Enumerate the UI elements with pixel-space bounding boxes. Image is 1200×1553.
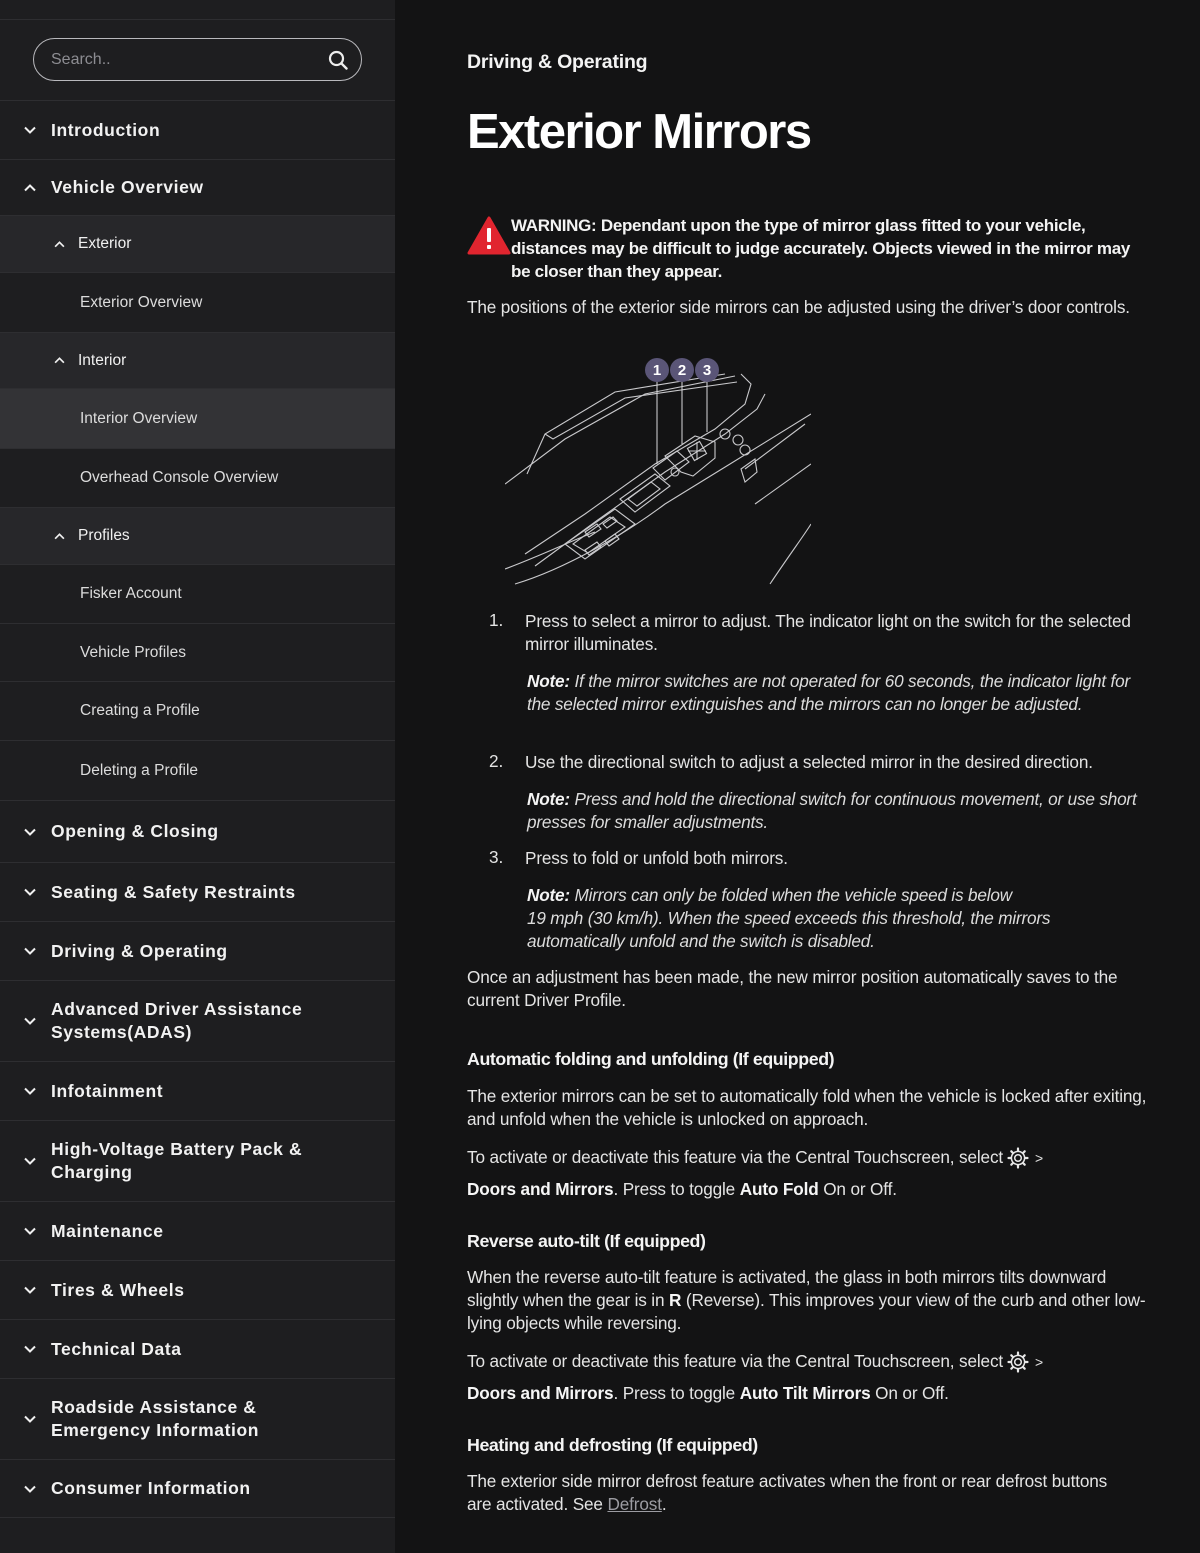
chevron-down-icon (23, 1412, 37, 1426)
search-box[interactable] (33, 38, 362, 81)
chevron-up-icon (52, 529, 66, 543)
nav-label: Introduction (51, 119, 161, 140)
auto-fold-heading: Automatic folding and unfolding (If equipped) (467, 1049, 835, 1069)
step-text: Press to fold or unfold both mirrors. (525, 848, 788, 868)
note-text: Mirrors can only be folded when the vehicle speed is below (569, 885, 1012, 905)
nav-label: Interior Overview (80, 409, 198, 427)
nav-roadside-assistance[interactable] (0, 1378, 395, 1459)
nav-label: Deleting a Profile (80, 761, 199, 779)
chevron-up-icon (23, 181, 37, 195)
body-text: (Reverse). This improves your view of the curb and other low-lying objects while reversing. (467, 1290, 1146, 1333)
nav-creating-profile[interactable] (0, 681, 395, 740)
warning-triangle-icon (467, 214, 511, 283)
nav-label: Profiles (78, 527, 130, 544)
auto-fold-instructions (467, 1144, 1147, 1202)
nav-label-line: High-Voltage Battery Pack & (51, 1139, 303, 1159)
nav-label: Driving & Operating (51, 940, 228, 961)
nav-tires-wheels[interactable] (0, 1260, 395, 1319)
nav-vehicle-profiles[interactable] (0, 623, 395, 681)
chevron-up-icon (52, 237, 66, 251)
nav-exterior[interactable] (0, 215, 395, 272)
nav-profiles[interactable] (0, 507, 395, 564)
instruction-text: . Press to toggle (613, 1383, 740, 1403)
nav-introduction[interactable] (0, 100, 395, 159)
nav-label: Maintenance (51, 1220, 164, 1241)
nav-label (51, 998, 302, 1044)
nav-label: Infotainment (51, 1080, 164, 1101)
step-number: 1. (489, 610, 504, 630)
chevron-down-icon (23, 1482, 37, 1496)
step-text: Press to select a mirror to adjust. The indicator light on the switch for the selected mirror illuminates. (525, 611, 1131, 654)
step-number: 3. (489, 847, 504, 867)
nav-label: Overhead Console Overview (80, 469, 279, 486)
note-label: Note: (527, 885, 570, 905)
door-switch-diagram (505, 354, 811, 600)
callout-1: 1 (645, 358, 669, 382)
page-title: Exterior Mirrors (467, 105, 811, 159)
defrost-link[interactable]: Defrost (607, 1494, 662, 1514)
nav-label: Interior (78, 351, 127, 369)
nav-label: Vehicle Overview (51, 177, 204, 197)
auto-fold-body: The exterior mirrors can be set to automatically fold when the vehicle is locked after exiting, and unfold when the vehicle is unlocked on approach. (467, 1086, 1147, 1129)
reverse-tilt-body (467, 1266, 1147, 1335)
chevron-down-icon (23, 1283, 37, 1297)
nav-interior-overview[interactable] (0, 388, 395, 448)
breadcrumb-separator: > (1035, 1150, 1044, 1166)
chevron-down-icon (23, 1154, 37, 1168)
nav-label: Creating a Profile (80, 702, 200, 719)
sidebar-top-divider (0, 0, 395, 20)
instruction-text: On or Off. (818, 1179, 897, 1199)
nav-label: Consumer Information (51, 1478, 251, 1498)
nav-label-line: Roadside Assistance & (51, 1397, 257, 1417)
nav-label: Opening & Closing (51, 821, 219, 841)
warning-text: WARNING: Dependant upon the type of mirror glass fitted to your vehicle, distances may be difficult to judge accurately. Objects viewed in the mirror may be closer than they appear. (511, 216, 1131, 281)
chevron-down-icon (23, 1014, 37, 1028)
nav-label: Vehicle Profiles (80, 643, 186, 661)
nav-fisker-account[interactable] (0, 564, 395, 623)
chevron-down-icon (23, 944, 37, 958)
step-1-note (527, 670, 1147, 716)
breadcrumb-separator: > (1035, 1354, 1044, 1370)
nav-interior[interactable] (0, 332, 395, 388)
step-number: 2. (489, 751, 504, 771)
saves-text: Once an adjustment has been made, the new mirror position automatically saves to the current Driver Profile. (467, 967, 1118, 1010)
toc-nav (0, 100, 395, 1518)
sidebar (0, 0, 395, 1553)
note-label: Note: (527, 671, 570, 691)
section-title: Driving & Operating (467, 51, 648, 73)
nav-maintenance[interactable] (0, 1201, 395, 1260)
toggle-name: Auto Fold (739, 1179, 819, 1199)
menu-path: Doors and Mirrors (467, 1383, 614, 1403)
nav-opening-closing[interactable] (0, 800, 395, 862)
gear-letter: R (669, 1290, 682, 1310)
chevron-down-icon (23, 1084, 37, 1098)
menu-path: Doors and Mirrors (467, 1179, 614, 1199)
nav-adas[interactable] (0, 980, 395, 1061)
chevron-down-icon (23, 123, 37, 137)
heating-heading: Heating and defrosting (If equipped) (467, 1435, 758, 1455)
note-text: If the mirror switches are not operated for 60 seconds, the indicator light for the selected mirror extinguishes and the mirrors can no longer be adjusted. (527, 671, 1130, 714)
instruction-text: To activate or deactivate this feature via the Central Touchscreen, select (467, 1351, 1004, 1371)
nav-exterior-overview[interactable] (0, 272, 395, 332)
step-text: Use the directional switch to adjust a selected mirror in the desired direction. (525, 752, 1093, 772)
nav-infotainment[interactable] (0, 1061, 395, 1120)
note-text: Press and hold the directional switch for continuous movement, or use short presses for smaller adjustments. (527, 789, 1137, 832)
nav-consumer-information[interactable] (0, 1459, 395, 1518)
nav-label: Exterior (78, 235, 132, 252)
reverse-tilt-instructions (467, 1348, 1147, 1406)
nav-deleting-profile[interactable] (0, 740, 395, 800)
chevron-down-icon (23, 825, 37, 839)
note-text: 19 mph (30 km/h). When the speed exceeds this threshold, the mirrors automatically unfold and the switch is disabled. (527, 908, 1051, 951)
nav-overhead-console[interactable] (0, 448, 395, 507)
gear-icon (1007, 1147, 1029, 1176)
search-input[interactable] (51, 51, 327, 69)
callout-2: 2 (670, 358, 694, 382)
nav-vehicle-overview[interactable] (0, 159, 395, 215)
nav-hv-battery[interactable] (0, 1120, 395, 1201)
nav-label: Seating & Safety Restraints (51, 881, 296, 902)
nav-label: Technical Data (51, 1338, 182, 1359)
nav-label-line: Emergency Information (51, 1420, 260, 1440)
search-icon[interactable] (327, 49, 349, 71)
chevron-up-icon (52, 354, 66, 368)
intro-text: The positions of the exterior side mirrors can be adjusted using the driver’s door controls. (467, 297, 1130, 317)
nav-label (51, 1138, 302, 1184)
step-3-note (527, 884, 1147, 953)
reverse-tilt-heading: Reverse auto-tilt (If equipped) (467, 1231, 706, 1251)
heating-body (467, 1470, 1117, 1516)
nav-label-line: Advanced Driver Assistance (51, 999, 303, 1019)
nav-technical-data[interactable] (0, 1319, 395, 1378)
chevron-down-icon (23, 1224, 37, 1238)
nav-label (51, 1396, 259, 1442)
chevron-down-icon (23, 885, 37, 899)
instruction-text: On or Off. (870, 1383, 949, 1403)
step-2-note (527, 788, 1147, 834)
instruction-text: . Press to toggle (613, 1179, 740, 1199)
chevron-down-icon (23, 1342, 37, 1356)
nav-driving-operating[interactable] (0, 921, 395, 980)
body-text: . (661, 1494, 667, 1514)
body-text: The exterior side mirror defrost feature activates when the front or rear defrost buttons are activated. See (467, 1471, 1108, 1514)
nav-label: Fisker Account (80, 585, 182, 602)
nav-label: Exterior Overview (80, 293, 203, 311)
note-label: Note: (527, 789, 570, 809)
gear-icon (1007, 1351, 1029, 1380)
nav-label: Tires & Wheels (51, 1279, 185, 1300)
body-text: When the reverse auto-tilt feature is activated, the glass in both mirrors tilts downward slightly when the gear is in (467, 1267, 1107, 1310)
nav-label-line: Charging (51, 1162, 133, 1182)
instruction-text: To activate or deactivate this feature via the Central Touchscreen, select (467, 1147, 1004, 1167)
warning-callout (467, 214, 1147, 283)
toggle-name: Auto Tilt Mirrors (739, 1383, 871, 1403)
nav-label-line: Systems(ADAS) (51, 1022, 193, 1042)
callout-3: 3 (695, 358, 719, 382)
nav-seating-safety[interactable] (0, 862, 395, 921)
